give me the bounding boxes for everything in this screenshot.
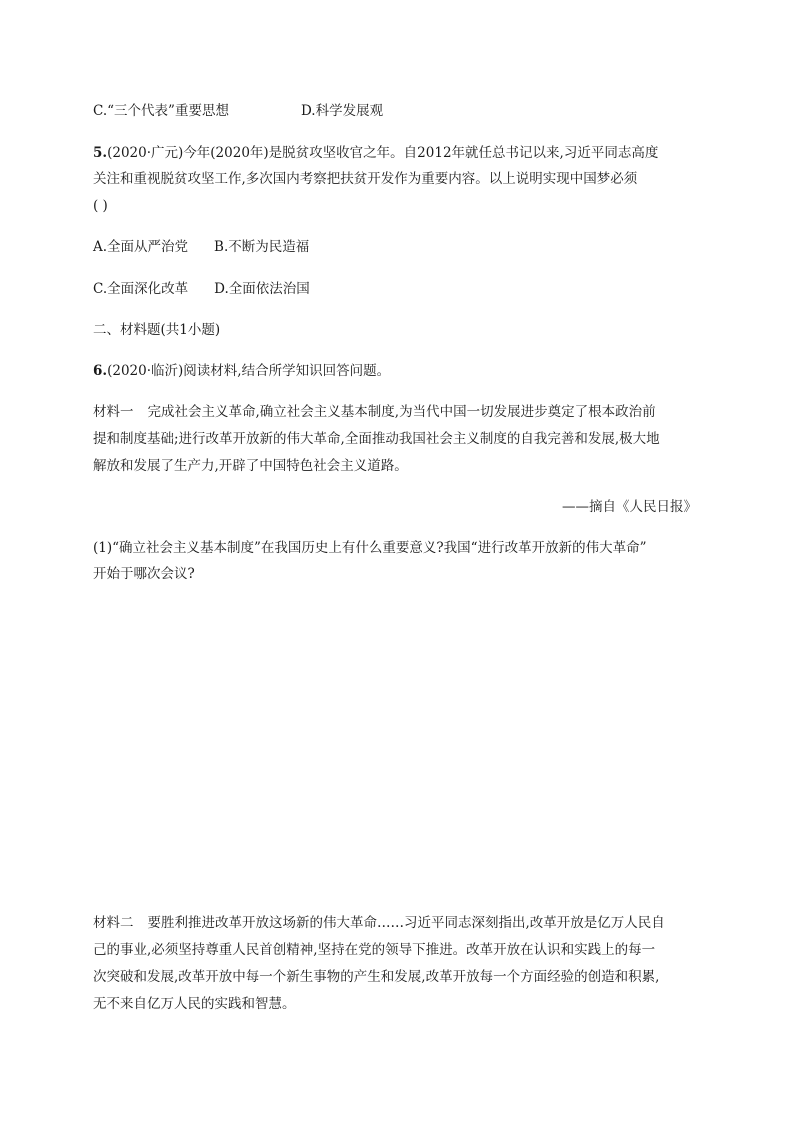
q4-options-cd	[93, 101, 383, 121]
material2-line2: 己的事业,必须坚持尊重人民首创精神,坚持在党的领导下推进。改革开放在认识和实践上的每一	[93, 942, 656, 958]
material1-line2: 提和制度基础;进行改革开放新的伟大革命,全面推动我国社会主义制度的自我完善和发展,极大地	[93, 431, 660, 447]
material1-text1: 完成社会主义革命,确立社会主义基本制度,为当代中国一切发展进步奠定了根本政治前	[147, 404, 656, 420]
q5-number: 5.	[93, 145, 108, 161]
q6-sub1-line2: 开始于哪次会议?	[93, 566, 195, 582]
q5-stem-line1	[93, 143, 658, 163]
q5-option-c: C.全面深化改革	[93, 281, 189, 297]
q6-source: (2020·临沂)	[107, 363, 184, 379]
q5-option-a: A.全面从严治党	[93, 239, 189, 255]
q5-options-cd	[93, 279, 310, 299]
q4-option-d: D.科学发展观	[300, 103, 384, 119]
material2-label: 材料二	[93, 915, 134, 931]
q5-option-b: B.不断为民造福	[214, 239, 310, 255]
q5-option-d: D.全面依法治国	[214, 281, 310, 297]
q5-stem-text1: 今年(2020年)是脱贫攻坚收官之年。自2012年就任总书记以来,习近平同志高度	[183, 145, 659, 161]
material2-line4: 无不来自亿万人民的实践和智慧。	[93, 996, 296, 1012]
q6-stem-text: 阅读材料,结合所学知识回答问题。	[183, 363, 391, 379]
material1-attribution: ——摘自《人民日报》	[562, 499, 697, 515]
material2-line1	[93, 913, 665, 933]
q5-answer-blank: ( )	[93, 198, 108, 214]
material1-line3: 解放和发展了生产力,开辟了中国特色社会主义道路。	[93, 458, 408, 474]
material1-line1	[93, 402, 656, 422]
material1-label: 材料一	[93, 404, 134, 420]
q4-option-c: C.“三个代表”重要思想	[93, 103, 229, 119]
q6-number: 6.	[93, 363, 108, 379]
material2-line3: 次突破和发展,改革开放中每一个新生事物的产生和发展,改革开放每一个方面经验的创造和积累,	[93, 969, 660, 985]
section-heading: 二、材料题(共1小题)	[93, 322, 221, 338]
q6-sub1-line1: (1)“确立社会主义基本制度”在我国历史上有什么重要意义?我国“进行改革开放新的伟大革命”	[93, 540, 647, 556]
material2-text1: 要胜利推进改革开放这场新的伟大革命……习近平同志深刻指出,改革开放是亿万人民自	[147, 915, 665, 931]
q5-options-ab	[93, 237, 309, 257]
q5-source: (2020·广元)	[107, 145, 184, 161]
q5-stem-line2: 关注和重视脱贫攻坚工作,多次国内考察把扶贫开发作为重要内容。以上说明实现中国梦必须	[93, 171, 638, 187]
q6-stem	[93, 361, 390, 381]
